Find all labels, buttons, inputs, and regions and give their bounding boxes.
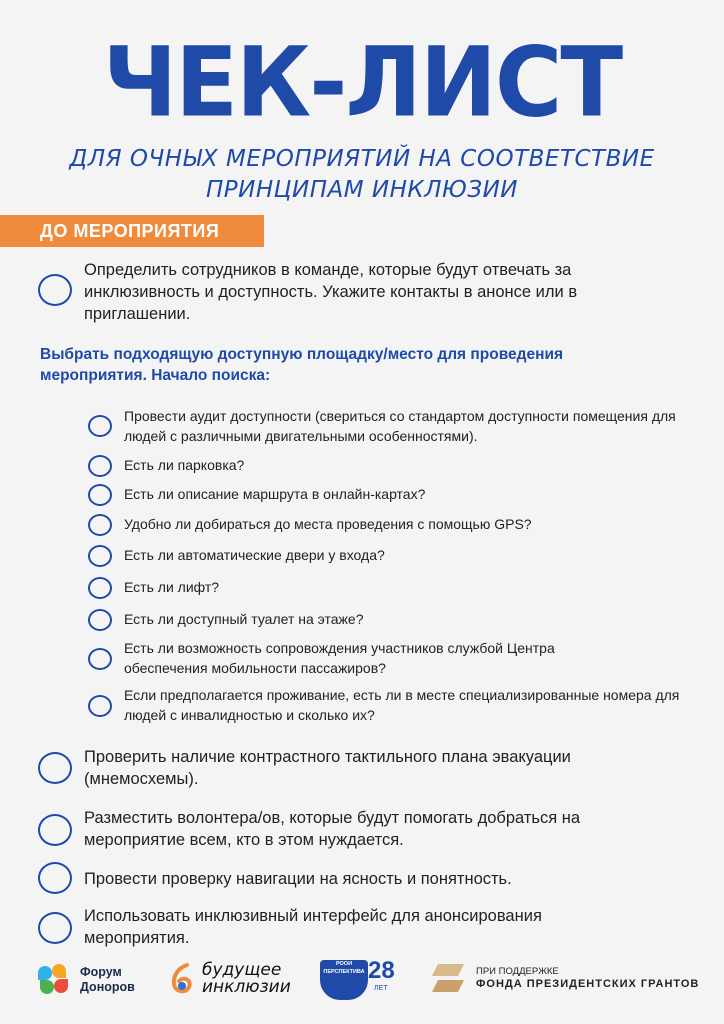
checkbox-circle-icon[interactable] <box>88 514 112 536</box>
checklist-item: Определить сотрудников в команде, которые будут отвечать за инклюзивность и доступность. Укажите контакты в анонсе или в приглашении. <box>84 261 578 323</box>
checkbox-circle-icon[interactable] <box>88 484 112 506</box>
budushchee-inklyuzii-logo <box>170 962 291 996</box>
sub-checklist-item: Провести аудит доступности (свериться со стандартом доступности помещения для людей с различными двигательными особенностями). <box>124 408 676 444</box>
footer-logos <box>0 958 724 1008</box>
checklist-item: Разместить волонтера/ов, которые будут помогать добраться на мероприятие всем, кто в этом нуждается. <box>84 809 581 849</box>
sub-checklist-item: Есть ли автоматические двери у входа? <box>124 547 385 563</box>
forum-line-2: Доноров <box>80 980 135 994</box>
forum-donorov-logo <box>36 962 135 998</box>
sub-checklist-item: Если предполагается проживание, есть ли в месте специализированные номера для людей с инвалидностью и сколько их? <box>124 687 680 723</box>
presidential-grants-logo <box>430 962 699 994</box>
perspektiva-logo <box>320 958 396 1002</box>
perspektiva-years-label: ЛЕТ <box>374 985 388 992</box>
checkbox-circle-icon[interactable] <box>38 814 72 846</box>
subtitle-line-2: ПРИНЦИПАМ ИНКЛЮЗИИ <box>205 177 519 203</box>
checkbox-circle-icon[interactable] <box>88 577 112 599</box>
sub-checklist-item: Удобно ли добираться до места проведения с помощью GPS? <box>124 516 532 532</box>
section-header-before-event: ДО МЕРОПРИЯТИЯ <box>0 215 264 247</box>
page-title: ЧЕК-ЛИСТ <box>102 26 622 139</box>
presidential-grants-icon <box>430 962 466 994</box>
subtitle-line-1: ДЛЯ ОЧНЫХ МЕРОПРИЯТИЙ НА СООТВЕТСТВИЕ <box>69 146 655 172</box>
checkbox-circle-icon[interactable] <box>88 695 112 717</box>
checkbox-circle-icon[interactable] <box>38 274 72 306</box>
sub-checklist-item: Есть ли парковка? <box>124 457 245 473</box>
grant-line-1: ПРИ ПОДДЕРЖКЕ <box>476 966 559 977</box>
checklist-item: Проверить наличие контрастного тактильного плана эвакуации (мнемосхемы). <box>84 748 571 788</box>
sub-checklist-item: Есть ли доступный туалет на этаже? <box>124 611 364 627</box>
checkbox-circle-icon[interactable] <box>38 862 72 894</box>
sub-checklist-item: Есть ли описание маршрута в онлайн-картах? <box>124 486 426 502</box>
sub-checklist-item: Есть ли возможность сопровождения участников службой Центра обеспечения мобильности пассажиров? <box>124 640 555 676</box>
forum-donorov-icon <box>36 962 72 998</box>
checklist-item: Провести проверку навигации на ясность и понятность. <box>84 870 512 888</box>
checkbox-circle-icon[interactable] <box>88 545 112 567</box>
forum-line-1: Форум <box>80 965 122 979</box>
sub-checklist-item: Есть ли лифт? <box>124 579 220 595</box>
grant-line-2: ФОНДА ПРЕЗИДЕНТСКИХ ГРАНТОВ <box>476 978 700 990</box>
checkbox-circle-icon[interactable] <box>38 752 72 784</box>
perspektiva-emblem-icon <box>320 960 368 1000</box>
checkbox-circle-icon[interactable] <box>88 648 112 670</box>
checklist-item: Использовать инклюзивный интерфейс для анонсирования мероприятия. <box>84 907 542 947</box>
perspektiva-badge-text: РООИ ПЕРСПЕКТИВА <box>323 961 365 975</box>
checkbox-circle-icon[interactable] <box>88 415 112 437</box>
checkbox-circle-icon[interactable] <box>38 912 72 944</box>
budushchee-inklyuzii-icon <box>170 962 194 996</box>
bi-line-1: будущее <box>202 960 282 980</box>
venue-heading: Выбрать подходящую доступную площадку/место для проведения мероприятия. Начало поиска: <box>40 346 564 384</box>
page-subtitle <box>0 144 724 206</box>
bi-line-2: инклюзии <box>202 977 291 997</box>
checkbox-circle-icon[interactable] <box>88 455 112 477</box>
checkbox-circle-icon[interactable] <box>88 609 112 631</box>
perspektiva-years: 28 <box>368 957 395 984</box>
